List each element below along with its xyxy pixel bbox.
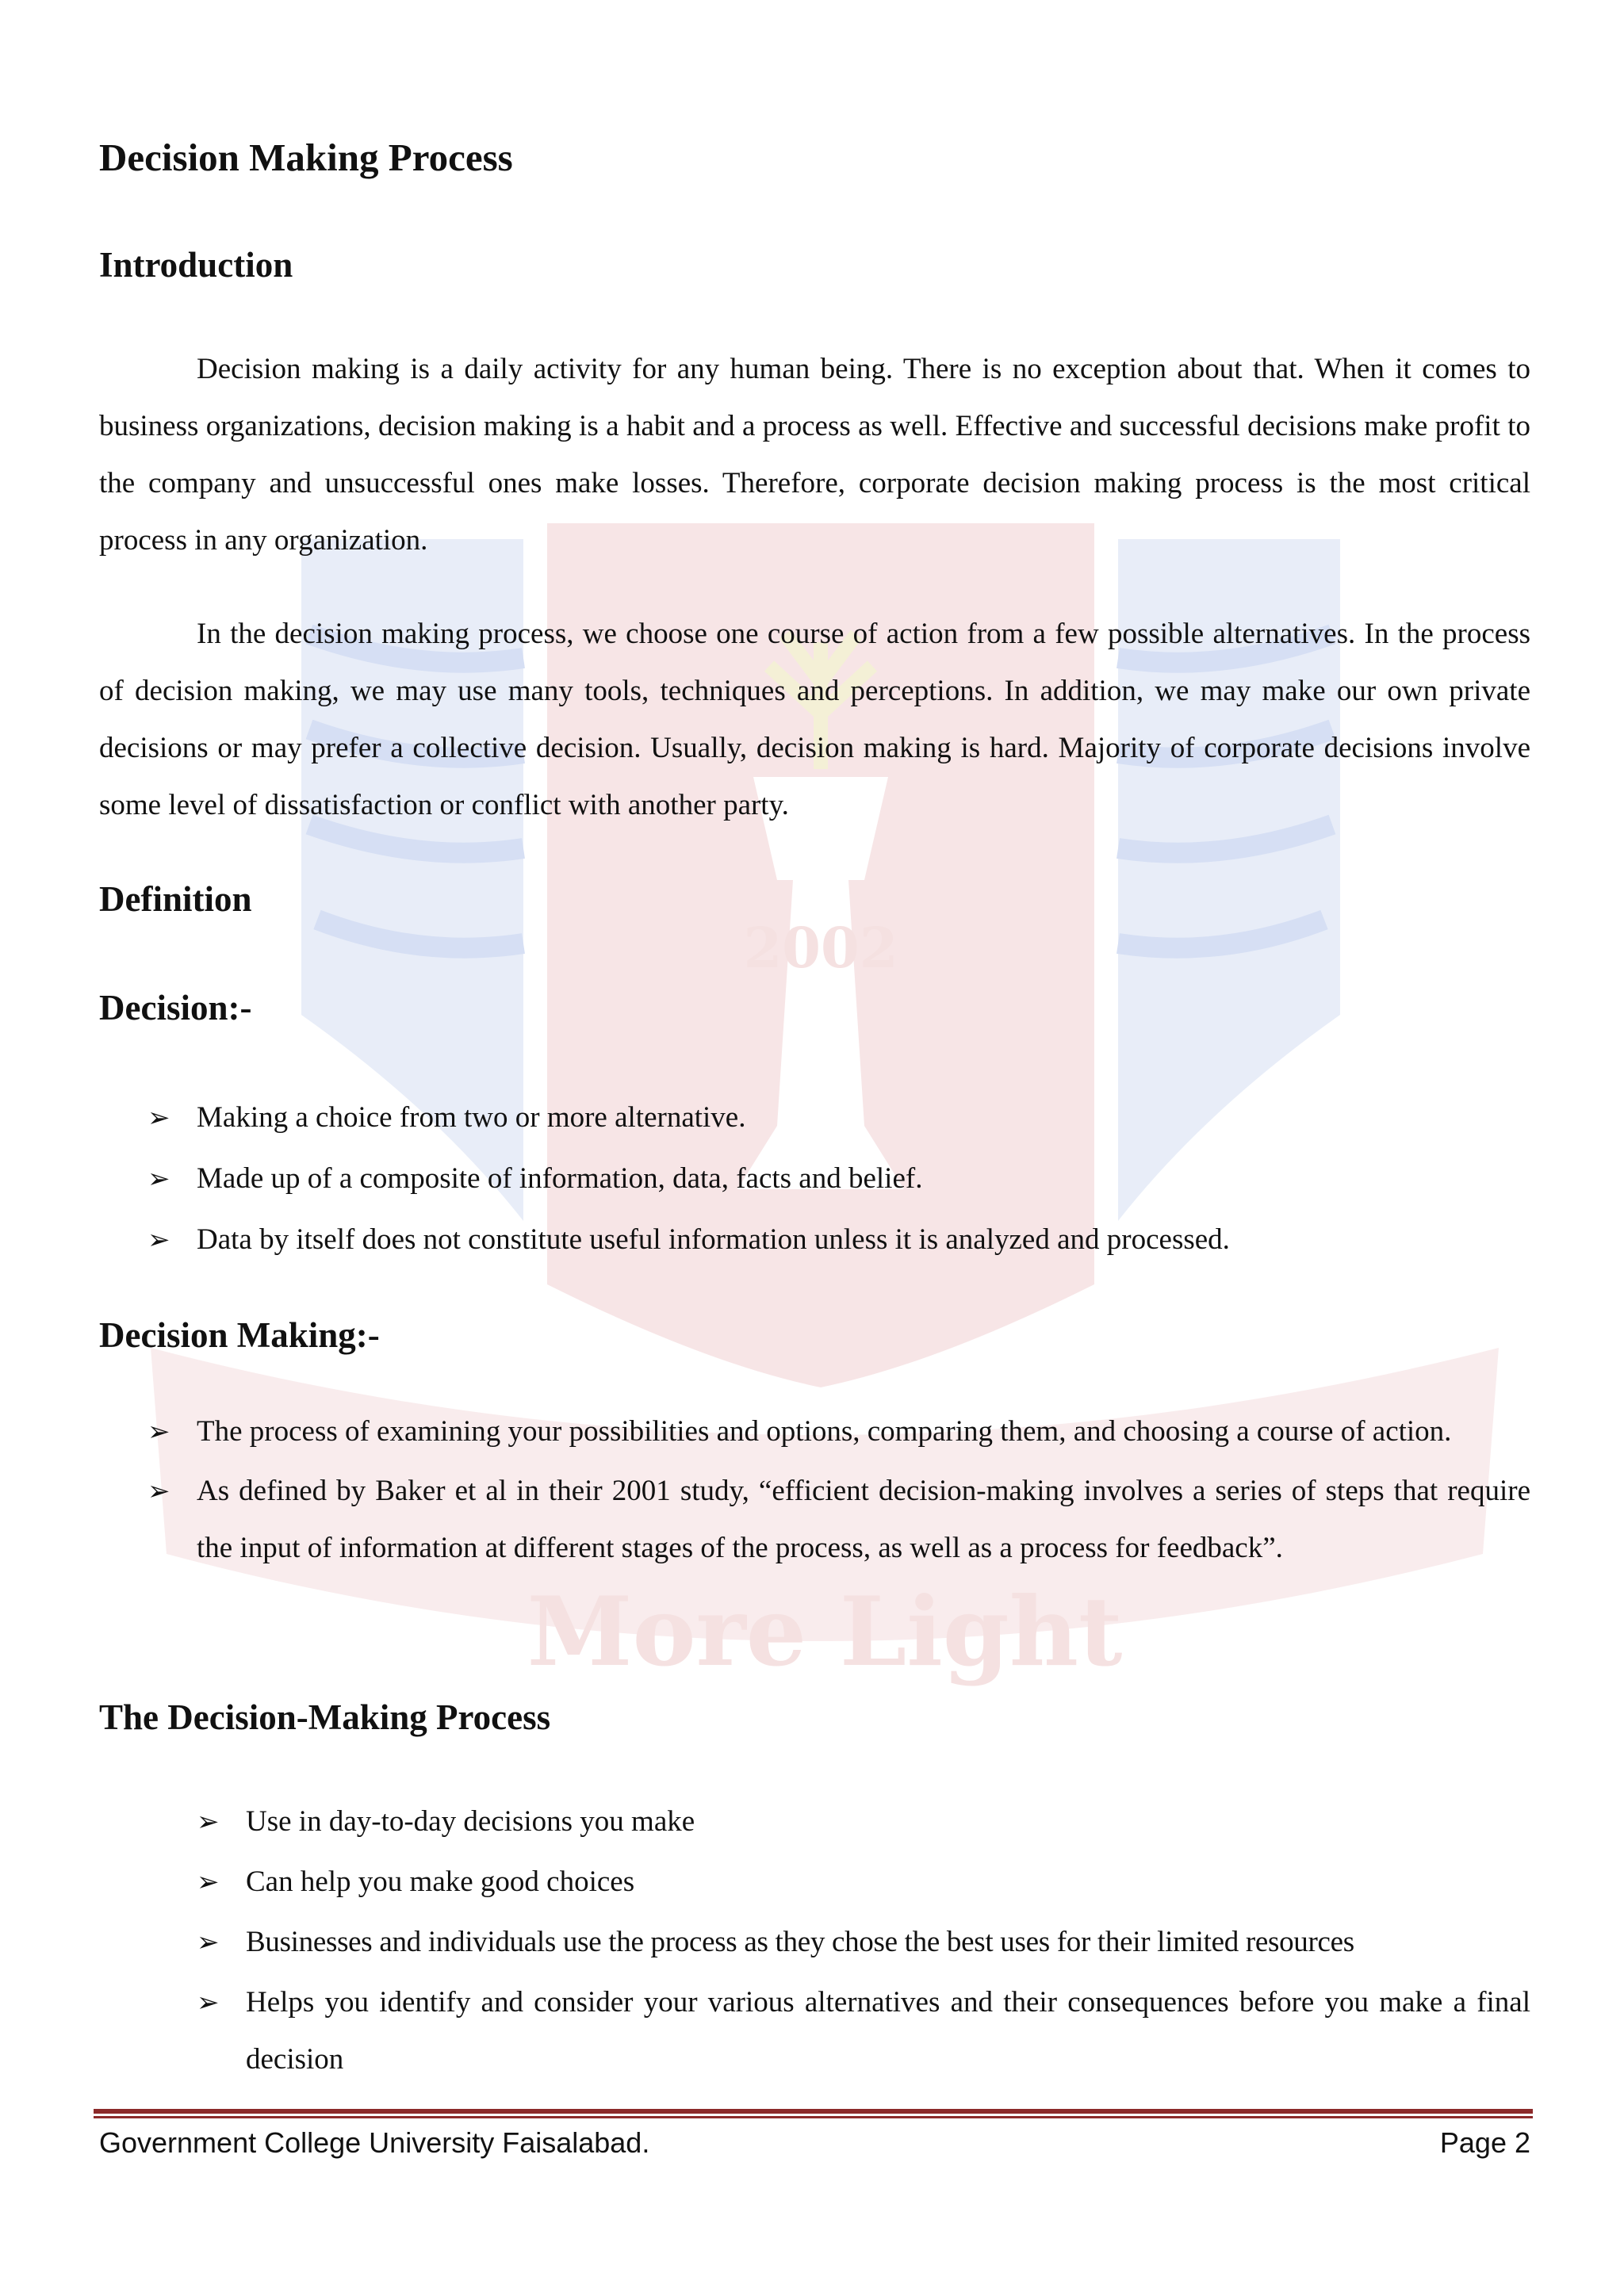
arrowhead-bullet-icon: ➢ xyxy=(197,1927,220,1958)
arrowhead-bullet-icon: ➢ xyxy=(197,1866,220,1898)
list-item: ➢ The process of examining your possibilities and options, comparing them, and choosing a course of action. xyxy=(197,1403,1530,1460)
list-item: ➢ Data by itself does not constitute useful information unless it is analyzed and processed. xyxy=(197,1211,1530,1269)
process-bullet-list xyxy=(197,1793,1530,2093)
list-item: ➢ Businesses and individuals use the process as they chose the best uses for their limited resources xyxy=(246,1914,1530,1971)
introduction-heading: Introduction xyxy=(99,245,293,285)
footer-institution: Government College University Faisalabad. xyxy=(99,2126,650,2159)
list-item: ➢ Helps you identify and consider your various alternatives and their consequences before you make a final decision xyxy=(246,1974,1530,2088)
list-item: ➢ Use in day-to-day decisions you make xyxy=(246,1793,1530,1850)
introduction-paragraph-2: In the decision making process, we choose one course of action from a few possible alternatives. In the process of decision making, we may use many tools, techniques and perceptions. In addition, we may make our own private decisions or may prefer a collective decision. Usually, decision making is hard. Majority of corporate decisions involve some level of dissatisfaction or conflict with another party. xyxy=(99,618,1530,821)
list-item: ➢ Made up of a composite of information, data, facts and belief. xyxy=(197,1150,1530,1207)
list-item: ➢ Can help you make good choices xyxy=(246,1854,1530,1911)
arrowhead-bullet-icon: ➢ xyxy=(197,1987,220,2019)
crest-motto: More Light xyxy=(527,1576,1123,1688)
footer-page-number: Page 2 xyxy=(1439,2126,1530,2159)
arrowhead-bullet-icon: ➢ xyxy=(147,1224,170,1256)
arrowhead-bullet-icon: ➢ xyxy=(147,1163,170,1195)
decision-bullet-list xyxy=(147,1089,1530,1273)
decision-making-process-heading: The Decision-Making Process xyxy=(99,1697,551,1737)
introduction-paragraph-1: Decision making is a daily activity for any human being. There is no exception about that. When it comes to business organizations, decision making is a habit and a process as well. Effective and successful decisions make profit to the company and unsuccessful ones make losses. Therefore, corporate decision making process is the most critical process in any organization. xyxy=(99,353,1530,557)
arrowhead-bullet-icon: ➢ xyxy=(197,1806,220,1838)
arrowhead-bullet-icon: ➢ xyxy=(147,1416,170,1448)
decision-making-heading: Decision Making:- xyxy=(99,1315,380,1355)
arrowhead-bullet-icon: ➢ xyxy=(147,1102,170,1134)
crest-year: 2002 xyxy=(743,915,898,981)
list-item: ➢ As defined by Baker et al in their 2001 study, “efficient decision-making involves a series of steps that require the input of information at different stages of the process, as well as a process for feedback”. xyxy=(197,1463,1530,1577)
decision-making-bullet-list xyxy=(147,1403,1530,1582)
decision-heading: Decision:- xyxy=(99,988,252,1027)
list-item: ➢ Making a choice from two or more alternative. xyxy=(197,1089,1530,1146)
definition-heading: Definition xyxy=(99,879,252,919)
document-title: Decision Making Process xyxy=(99,136,513,179)
footer-divider xyxy=(94,2109,1533,2118)
arrowhead-bullet-icon: ➢ xyxy=(147,1475,170,1507)
